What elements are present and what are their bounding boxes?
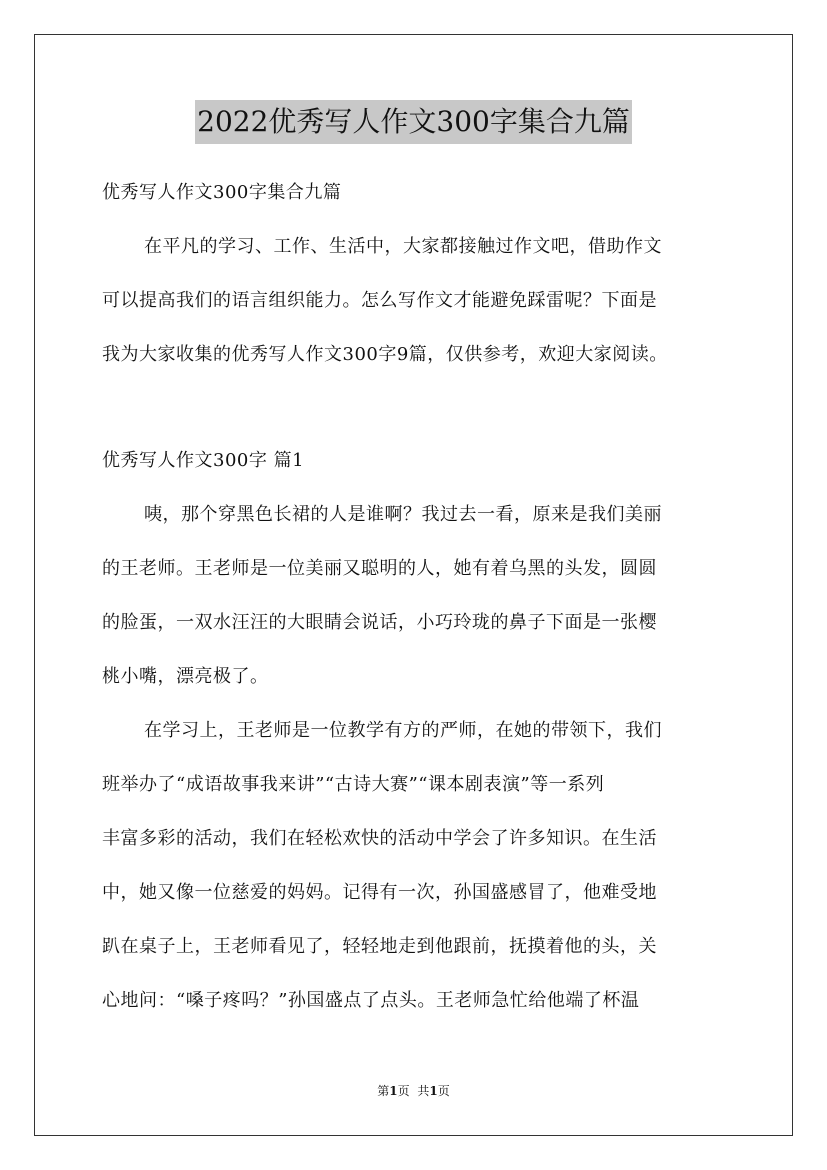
subtitle: 优秀写人作文300字集合九篇 [102, 182, 342, 203]
section-heading: 优秀写人作文300字 篇1 [102, 450, 305, 471]
intro-line: 我为大家收集的优秀写人作文300字9篇，仅供参考，欢迎大家阅读。 [102, 344, 668, 365]
paragraph-line: 丰富多彩的活动，我们在轻松欢快的活动中学会了许多知识。在生活 [102, 828, 657, 849]
paragraph-line: 桃小嘴，漂亮极了。 [102, 666, 269, 687]
paragraph-line: 的王老师。王老师是一位美丽又聪明的人，她有着乌黑的头发，圆圆 [102, 558, 657, 579]
page-suffix: 页 [397, 1084, 410, 1098]
page-prefix: 第 [377, 1084, 390, 1098]
paragraph-line: 咦，那个穿黑色长裙的人是谁啊？我过去一看，原来是我们美丽 [144, 504, 662, 525]
paragraph-line: 在学习上，王老师是一位教学有方的严师，在她的带领下，我们 [144, 720, 662, 741]
total-suffix: 页 [437, 1084, 450, 1098]
paragraph-line: 心地问：“嗓子疼吗？”孙国盛点了点头。王老师急忙给他端了杯温 [102, 990, 640, 1011]
page-number: 1 [389, 1084, 398, 1098]
total-pages: 1 [429, 1084, 438, 1098]
page-footer [0, 1081, 827, 1101]
total-prefix: 共 [417, 1084, 430, 1098]
section-gap [102, 382, 742, 434]
paragraph-line: 趴在桌子上，王老师看见了，轻轻地走到他跟前，抚摸着他的头，关 [102, 936, 657, 957]
paragraph-line: 的脸蛋，一双水汪汪的大眼睛会说话，小巧玲珑的鼻子下面是一张樱 [102, 612, 657, 633]
intro-line: 可以提高我们的语言组织能力。怎么写作文才能避免踩雷呢？下面是 [102, 290, 657, 311]
paragraph-line: 中，她又像一位慈爱的妈妈。记得有一次，孙国盛感冒了，他难受地 [102, 882, 657, 903]
paragraph-line: 班举办了“成语故事我来讲”“古诗大赛”“课本剧表演”等一系列 [102, 774, 605, 795]
title-container [0, 100, 827, 144]
document-title: 2022优秀写人作文300字集合九篇 [195, 100, 632, 144]
intro-line: 在平凡的学习、工作、生活中，大家都接触过作文吧，借助作文 [144, 236, 662, 257]
document-body [102, 166, 742, 1028]
